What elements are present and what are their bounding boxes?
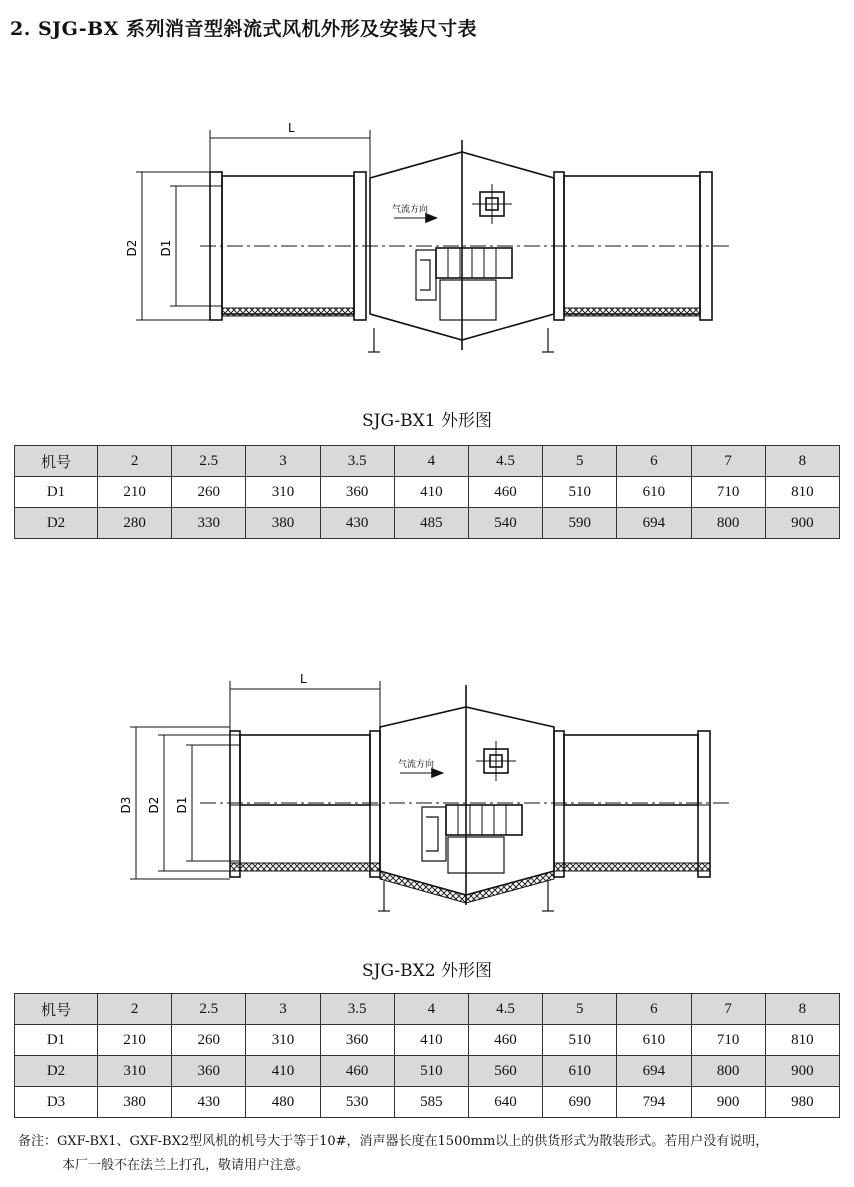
table-cell: 360 <box>320 1025 394 1056</box>
row-label: D3 <box>15 1087 98 1118</box>
table-cell: 510 <box>394 1056 468 1087</box>
d2-label: D2 <box>147 796 161 814</box>
table-cell: 510 <box>543 477 617 508</box>
length-label: L <box>300 672 307 686</box>
fan-drawing-bx2 <box>0 665 854 925</box>
table-cell: 485 <box>394 508 468 539</box>
row-label: D1 <box>15 1025 98 1056</box>
header-cell: 2 <box>98 446 172 477</box>
d1-label: D1 <box>175 796 189 814</box>
header-cell: 3.5 <box>320 994 394 1025</box>
table-cell: 380 <box>98 1087 172 1118</box>
table-cell: 694 <box>617 1056 691 1087</box>
table-cell: 460 <box>468 477 542 508</box>
row-label: D2 <box>15 1056 98 1087</box>
d3-label: D3 <box>119 796 133 814</box>
table-cell: 794 <box>617 1087 691 1118</box>
table-header-row <box>15 994 840 1025</box>
table-cell: 260 <box>172 477 246 508</box>
table-cell: 610 <box>543 1056 617 1087</box>
drawing1-caption: SJG-BX1 外形图 <box>362 411 492 431</box>
table-cell: 694 <box>617 508 691 539</box>
row-label: D1 <box>15 477 98 508</box>
header-cell: 3.5 <box>320 446 394 477</box>
table-cell: 310 <box>246 477 320 508</box>
d2-label: D2 <box>125 239 139 257</box>
header-cell: 2.5 <box>172 446 246 477</box>
length-label: L <box>288 121 295 135</box>
page-title: 2. SJG-BX 系列消音型斜流式风机外形及安装尺寸表 <box>10 18 478 40</box>
table-cell: 610 <box>617 1025 691 1056</box>
header-cell: 7 <box>691 994 765 1025</box>
table-cell: 510 <box>543 1025 617 1056</box>
header-cell: 4 <box>394 446 468 477</box>
table-cell: 330 <box>172 508 246 539</box>
header-cell: 6 <box>617 994 691 1025</box>
table-cell: 585 <box>394 1087 468 1118</box>
table-cell: 430 <box>320 508 394 539</box>
drawing2-caption: SJG-BX2 外形图 <box>362 961 492 981</box>
table-cell: 530 <box>320 1087 394 1118</box>
d1-label: D1 <box>159 239 173 257</box>
table-cell: 810 <box>765 1025 839 1056</box>
table-cell: 540 <box>468 508 542 539</box>
footnote-line-2: 本厂一般不在法兰上打孔，敬请用户注意。 <box>62 1158 310 1173</box>
table-row <box>15 477 840 508</box>
table-cell: 610 <box>617 477 691 508</box>
table-row <box>15 1056 840 1087</box>
table-cell: 430 <box>172 1087 246 1118</box>
header-cell: 8 <box>765 994 839 1025</box>
table-row <box>15 1087 840 1118</box>
table-cell: 560 <box>468 1056 542 1087</box>
table-cell: 410 <box>246 1056 320 1087</box>
header-cell: 5 <box>543 994 617 1025</box>
table-cell: 640 <box>468 1087 542 1118</box>
table-cell: 690 <box>543 1087 617 1118</box>
table-cell: 410 <box>394 1025 468 1056</box>
header-cell: 7 <box>691 446 765 477</box>
table-cell: 410 <box>394 477 468 508</box>
table-cell: 900 <box>765 1056 839 1087</box>
header-cell: 5 <box>543 446 617 477</box>
header-cell: 6 <box>617 446 691 477</box>
table-cell: 710 <box>691 1025 765 1056</box>
table-cell: 360 <box>320 477 394 508</box>
airflow-label: 气流方向 <box>392 205 429 215</box>
table-cell: 210 <box>98 1025 172 1056</box>
table-cell: 800 <box>691 1056 765 1087</box>
header-cell: 3 <box>246 446 320 477</box>
header-cell: 8 <box>765 446 839 477</box>
table-cell: 710 <box>691 477 765 508</box>
table-cell: 210 <box>98 477 172 508</box>
table-row <box>15 1025 840 1056</box>
table-cell: 900 <box>765 508 839 539</box>
dimension-table-bx1 <box>14 445 840 539</box>
footnote <box>18 1130 768 1178</box>
table-cell: 460 <box>320 1056 394 1087</box>
header-cell: 2 <box>98 994 172 1025</box>
table-row <box>15 508 840 539</box>
table-cell: 310 <box>246 1025 320 1056</box>
table-cell: 980 <box>765 1087 839 1118</box>
table-cell: 480 <box>246 1087 320 1118</box>
table-cell: 900 <box>691 1087 765 1118</box>
table-cell: 260 <box>172 1025 246 1056</box>
airflow-label: 气流方向 <box>398 760 435 770</box>
table-cell: 360 <box>172 1056 246 1087</box>
footnote-line-1: 备注：GXF-BX1、GXF-BX2型风机的机号大于等于10#，消声器长度在1500mm以上的供货形式为散装形式。若用户没有说明， <box>18 1134 769 1149</box>
header-cell: 2.5 <box>172 994 246 1025</box>
table-header-row <box>15 446 840 477</box>
table-cell: 380 <box>246 508 320 539</box>
table-cell: 460 <box>468 1025 542 1056</box>
header-cell: 4.5 <box>468 446 542 477</box>
dimension-table-bx2 <box>14 993 840 1118</box>
header-cell: 4.5 <box>468 994 542 1025</box>
table-cell: 590 <box>543 508 617 539</box>
header-cell: 机号 <box>15 994 98 1025</box>
header-cell: 4 <box>394 994 468 1025</box>
header-cell: 机号 <box>15 446 98 477</box>
table-cell: 810 <box>765 477 839 508</box>
table-cell: 280 <box>98 508 172 539</box>
table-cell: 310 <box>98 1056 172 1087</box>
fan-drawing-bx1 <box>0 100 854 370</box>
header-cell: 3 <box>246 994 320 1025</box>
row-label: D2 <box>15 508 98 539</box>
table-cell: 800 <box>691 508 765 539</box>
